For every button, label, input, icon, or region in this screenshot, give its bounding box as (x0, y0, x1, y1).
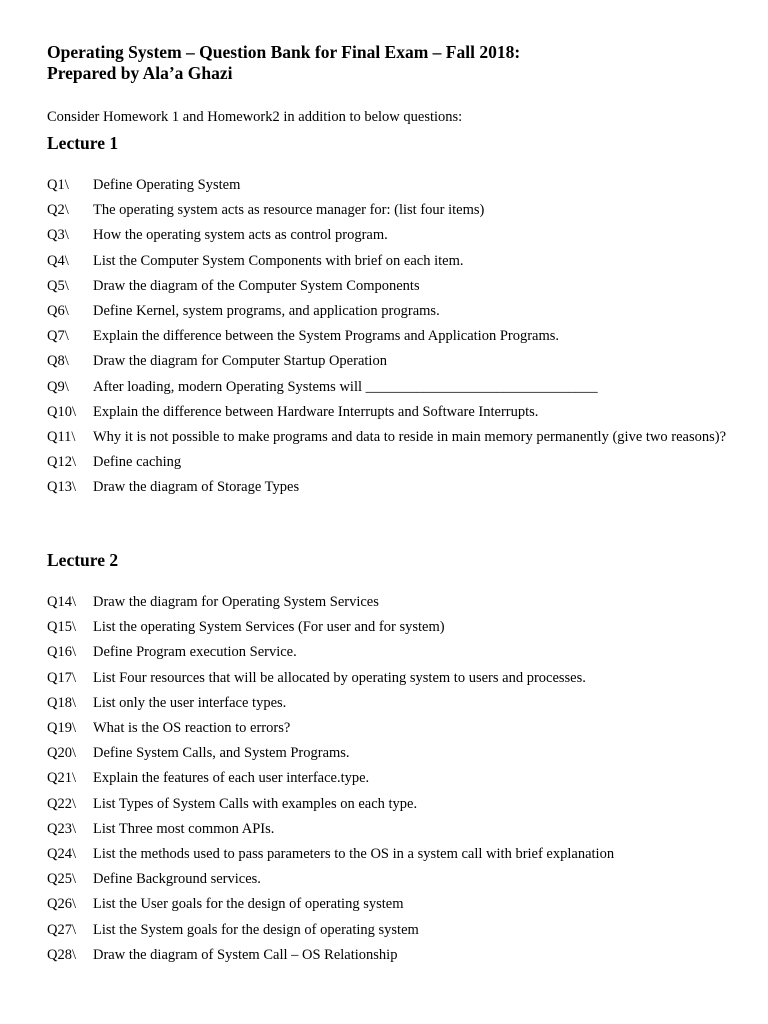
question-number: Q9\ (47, 378, 69, 395)
question-text: Why it is not possible to make programs and data to reside in main memory permanently (give two reasons)? (93, 429, 727, 446)
question-item (47, 842, 727, 867)
question-number: Q16\ (47, 644, 76, 661)
question-text: Define Program execution Service. (93, 644, 297, 661)
question-number: Q14\ (47, 594, 76, 610)
question-item (47, 943, 727, 968)
title-line-2: Prepared by Ala’a Ghazi (47, 63, 233, 83)
lecture-2-question-list (47, 590, 727, 968)
question-item (47, 475, 727, 500)
question-text: List the User goals for the design of operating system (93, 896, 404, 913)
lecture-1-question-list (47, 173, 727, 501)
question-text: Define Background services. (93, 871, 261, 888)
question-number: Q21\ (47, 770, 76, 787)
question-number: Q17\ (47, 669, 76, 686)
question-text: List the operating System Services (For user and for system) (93, 619, 445, 636)
question-number: Q19\ (47, 720, 76, 737)
question-item (47, 173, 727, 198)
question-number: Q2\ (47, 202, 69, 219)
question-number: Q1\ (47, 177, 69, 193)
question-text: List the methods used to pass parameters to the OS in a system call with brief explanation (93, 846, 615, 863)
question-number: Q27\ (47, 921, 76, 938)
question-number: Q22\ (47, 795, 76, 812)
question-item (47, 766, 727, 791)
question-text: List the System goals for the design of operating system (93, 921, 419, 938)
question-number: Q5\ (47, 277, 69, 294)
title-line-1: Operating System – Question Bank for Final Exam – Fall 2018: (47, 42, 521, 62)
question-item (47, 716, 727, 741)
question-number: Q12\ (47, 454, 76, 471)
question-text: List Types of System Calls with examples on each type. (93, 795, 418, 812)
question-item (47, 299, 727, 324)
question-number: Q4\ (47, 252, 69, 269)
question-text: Draw the diagram for Operating System Services (93, 594, 379, 610)
question-text: After loading, modern Operating Systems will ________________________________ (93, 378, 598, 395)
question-item (47, 249, 727, 274)
question-text: Explain the difference between the System Programs and Application Programs. (93, 328, 560, 345)
question-text: The operating system acts as resource manager for: (list four items) (93, 202, 485, 219)
question-text: Draw the diagram of Storage Types (93, 479, 300, 496)
question-item (47, 741, 727, 766)
intro-text: Consider Homework 1 and Homework2 in addition to below questions: (47, 109, 463, 125)
question-item (47, 640, 727, 665)
question-number: Q20\ (47, 745, 76, 762)
question-item (47, 892, 727, 917)
question-text: Explain the difference between Hardware Interrupts and Software Interrupts. (93, 403, 539, 420)
question-item (47, 198, 727, 223)
question-item (47, 324, 727, 349)
question-text: Define Kernel, system programs, and application programs. (93, 303, 440, 320)
question-text: Define Operating System (93, 177, 241, 193)
question-item (47, 349, 727, 374)
question-number: Q23\ (47, 820, 76, 837)
question-text: Draw the diagram for Computer Startup Operation (93, 353, 387, 370)
question-number: Q26\ (47, 896, 76, 913)
lecture-2-heading: Lecture 2 (47, 550, 119, 570)
question-item (47, 666, 727, 691)
question-text: Define caching (93, 454, 182, 471)
question-item (47, 615, 727, 640)
question-text: List Four resources that will be allocated by operating system to users and processes. (93, 669, 586, 686)
question-item (47, 691, 727, 716)
document-title (47, 42, 520, 84)
question-text: Draw the diagram of System Call – OS Relationship (93, 946, 398, 963)
question-text: List only the user interface types. (93, 694, 287, 711)
question-item (47, 590, 727, 615)
question-item (47, 792, 727, 817)
question-number: Q3\ (47, 227, 69, 244)
question-text: Draw the diagram of the Computer System Components (93, 277, 420, 294)
question-item (47, 817, 727, 842)
question-item (47, 425, 727, 450)
question-item (47, 274, 727, 299)
question-text: How the operating system acts as control program. (93, 227, 388, 244)
question-number: Q13\ (47, 479, 76, 496)
question-number: Q15\ (47, 619, 76, 636)
question-item (47, 375, 727, 400)
question-item (47, 918, 727, 943)
question-number: Q25\ (47, 871, 76, 888)
question-item (47, 450, 727, 475)
question-number: Q18\ (47, 694, 76, 711)
question-number: Q11\ (47, 429, 76, 446)
question-number: Q7\ (47, 328, 69, 345)
question-number: Q6\ (47, 303, 69, 320)
question-number: Q24\ (47, 846, 76, 863)
question-text: List Three most common APIs. (93, 820, 275, 837)
question-number: Q10\ (47, 403, 76, 420)
lecture-1-heading: Lecture 1 (47, 133, 119, 153)
question-text: Explain the features of each user interface.type. (93, 770, 370, 787)
question-number: Q28\ (47, 946, 76, 963)
question-item (47, 400, 727, 425)
question-item (47, 867, 727, 892)
question-text: Define System Calls, and System Programs. (93, 745, 350, 762)
question-number: Q8\ (47, 353, 69, 370)
question-item (47, 223, 727, 248)
question-text: List the Computer System Components with brief on each item. (93, 252, 464, 269)
question-text: What is the OS reaction to errors? (93, 720, 291, 737)
